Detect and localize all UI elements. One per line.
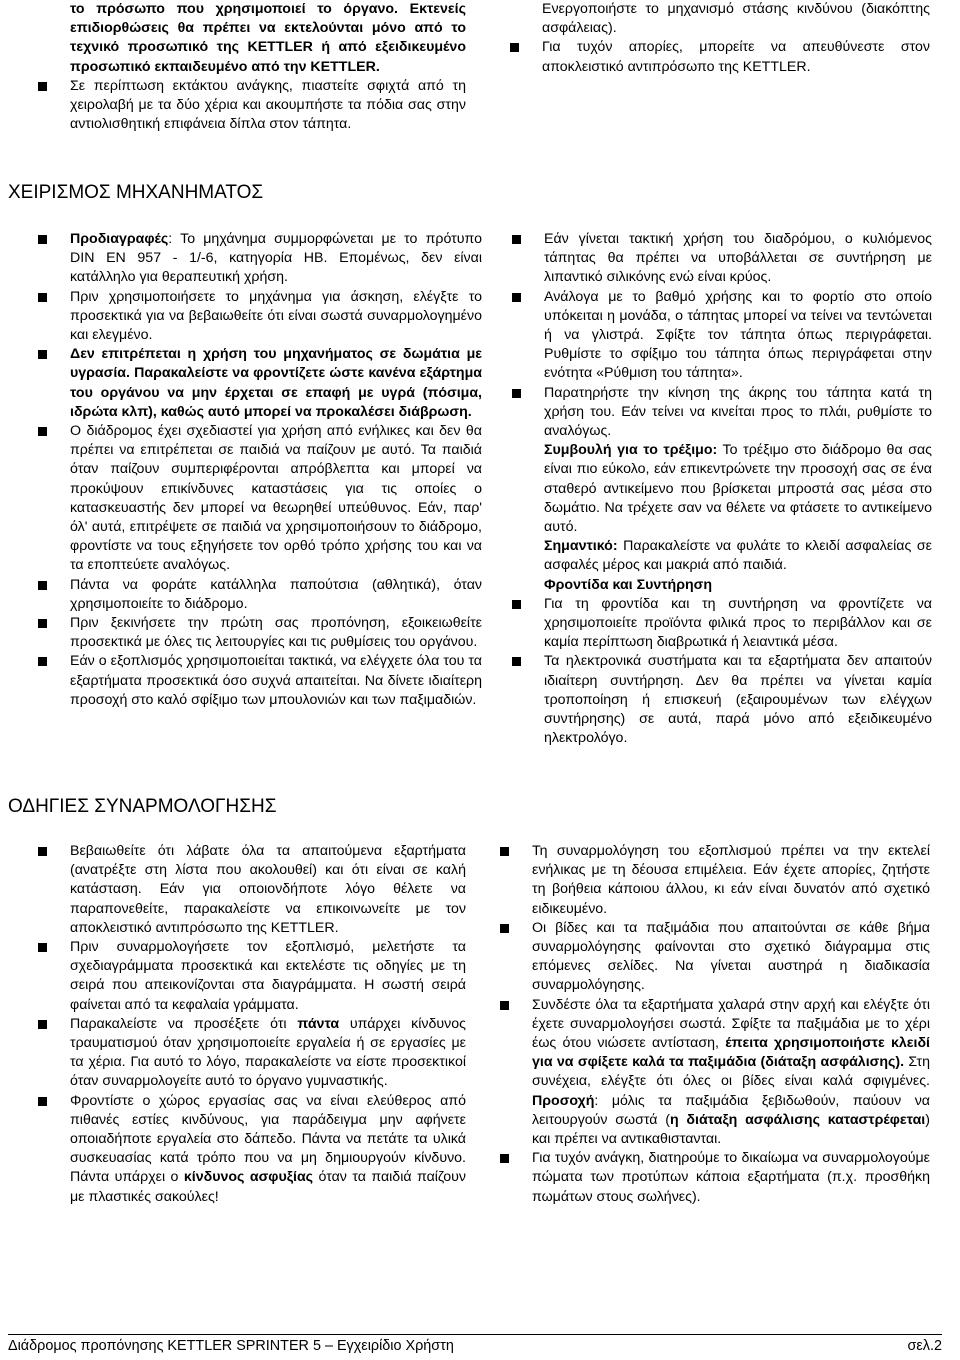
list-item: Για τη φροντίδα και τη συντήρηση να φροντίζετε να χρησιμοποιείτε προϊόντα φιλικά προς το περιβάλλον και σε καμία περίπτωση διαβρωτικά ή λειαντικά μέσα. bbox=[512, 595, 932, 653]
list-item: Βεβαιωθείτε ότι λάβατε όλα τα απαιτούμενα εξαρτήματα (ανατρέξτε στη λίστα που ακολουθεί) και ότι είναι σε καλή κατάσταση. Εάν για οποιονδήποτε λόγο θέλετε να παραπονεθείτε, παρακαλείστε να επικοινωνείτε με τον αποκλειστικό αντιπρόσωπο της KETTLER. bbox=[38, 842, 466, 938]
bullet-icon bbox=[512, 235, 521, 244]
page-number: σελ.2 bbox=[907, 1338, 942, 1354]
bullet-icon bbox=[38, 1097, 47, 1106]
bullet-icon bbox=[500, 847, 509, 856]
list-item: Δεν επιτρέπεται η χρήση του μηχανήματος σε δωμάτια με υγρασία. Παρακαλείστε να φροντίζετε ώστε κανένα εξάρτημα του οργάνου να μην έρχεται σε επαφή με υγρά (πόσιμα, ιδρώτα κλπ), καθώς αυτό μπορεί να προκαλέσει διάβρωση. bbox=[38, 345, 482, 422]
top-left-column bbox=[38, 0, 466, 134]
bullet-icon bbox=[500, 1154, 509, 1163]
bullet-icon bbox=[512, 600, 521, 609]
important-paragraph: Σημαντικό: Παρακαλείστε να φυλάτε το κλειδί ασφαλείας σε ασφαλές μέρος και μακριά από παιδιά. bbox=[544, 538, 932, 574]
list-item: Εάν ο εξοπλισμός χρησιμοποιείται τακτικά, να ελέγχετε όλα του τα εξαρτήματα προσεκτικά όσο συχνά απαιτείται. Να δίνετε ιδιαίτερη προσοχή στο καλό σφίξιμο των μπουλονιών και των παξιμαδιών. bbox=[38, 652, 482, 710]
top-right-column bbox=[510, 0, 930, 77]
section-heading: ΟΔΗΓΙΕΣ ΣΥΝΑΡΜΟΛΟΓΗΣΗΣ bbox=[8, 796, 277, 817]
bullet-icon bbox=[38, 427, 47, 436]
bullet-icon bbox=[500, 1001, 509, 1010]
section1-left-column bbox=[38, 230, 482, 710]
bullet-icon bbox=[512, 293, 521, 302]
page-footer bbox=[8, 1338, 942, 1354]
list-item: Προδιαγραφές: Το μηχάνημα συμμορφώνεται με το πρότυπο DIN EN 957 - 1/-6, κατηγορία HB. Επομένως, δεν είναι κατάλληλο για θεραπευτική χρήση. bbox=[38, 230, 482, 288]
list-item: Παρακαλείστε να προσέξετε ότι πάντα υπάρχει κίνδυνος τραυματισμού όταν χρησιμοποιείτε εργαλεία ή σε εργασίες με τα χέρια. Για αυτό το λόγο, παρακαλείστε να είστε προσεκτικοί όταν συναρμολογείτε αυτό το όργανο γυμναστικής. bbox=[38, 1015, 466, 1092]
section2-left-column bbox=[38, 842, 466, 1207]
section-heading: ΧΕΙΡΙΣΜΟΣ ΜΗΧΑΝΗΜΑΤΟΣ bbox=[8, 182, 264, 203]
list-item: Τα ηλεκτρονικά συστήματα και τα εξαρτήματα δεν απαιτούν ιδιαίτερη συντήρηση. Δεν θα πρέπει να γίνεται καμία τροποποίηση ή επισκευή (εξαιρουμένων των ελέγχων συντήρησης) σε αυτά, παρά μόνο από εξειδικευμένο ηλεκτρολόγο. bbox=[512, 652, 932, 748]
list-item: Πριν ξεκινήσετε την πρώτη σας προπόνηση, εξοικειωθείτε προσεκτικά με όλες τις λειτουργίες και τις ρυθμίσεις του οργάνου. bbox=[38, 614, 482, 652]
bullet-icon bbox=[38, 943, 47, 952]
continuation-paragraph: το πρόσωπο που χρησιμοποιεί το όργανο. Εκτενείς επιδιορθώσεις θα πρέπει να εκτελούνται μόνο από το τεχνικό προσωπικό της KETTLER ή από εξειδικευμένο προσωπικό εκπαιδευμένο από την KETTLER. bbox=[70, 1, 466, 75]
list-item: Σε περίπτωση εκτάκτου ανάγκης, πιαστείτε σφιχτά από τη χειρολαβή με τα δύο χέρια και ακουμπήστε τα πόδια σας στην αντιολισθητική επιφάνεια δίπλα στον τάπητα. bbox=[38, 77, 466, 135]
footer-divider bbox=[8, 1334, 942, 1335]
bullet-icon bbox=[38, 1020, 47, 1029]
bullet-icon bbox=[512, 657, 521, 666]
list-item: Πριν συναρμολογήσετε τον εξοπλισμό, μελετήστε τα σχεδιαγράμματα προσεκτικά και εκτελέστε τις οδηγίες με τη σειρά που απεικονίζονται στα διαγράμματα. Η σωστή σειρά φαίνεται από τα κεφαλαία γράμματα. bbox=[38, 938, 466, 1015]
bullet-icon bbox=[38, 619, 47, 628]
bullet-icon bbox=[38, 350, 47, 359]
care-subheading: Φροντίδα και Συντήρηση bbox=[544, 576, 713, 593]
bullet-icon bbox=[38, 657, 47, 666]
list-item: Εάν γίνεται τακτική χρήση του διαδρόμου, ο κυλιόμενος τάπητας θα πρέπει να υποβάλλεται σε συντήρηση με λιπαντικό σιλικόνης ενώ είναι κρύος. bbox=[512, 230, 932, 288]
list-item: Τη συναρμολόγηση του εξοπλισμού πρέπει να την εκτελεί ενήλικας με τη δέουσα επιμέλεια. Εάν έχετε απορίες, ζητήστε τη βοήθεια κάποιου άλλου, κι εάν είναι δυνατόν από σχετικό ειδικευμένο. bbox=[500, 842, 930, 919]
continuation-paragraph: Ενεργοποιήστε το μηχανισμό στάσης κινδύνου (διακόπτης ασφάλειας). bbox=[542, 1, 930, 37]
list-item: Ο διάδρομος έχει σχεδιαστεί για χρήση από ενήλικες και δεν θα πρέπει να επιτρέπεται σε παιδιά να παίζουν με αυτό. Τα παιδιά όταν παίζουν συμπεριφέρονται απρόβλεπτα και μπορεί να προκύψουν επικίνδυνες καταστάσεις για τις οποίες ο κατασκευαστής δεν μπορεί να θεωρηθεί υπεύθυνος. Εάν, παρ' όλ' αυτά, επιτρέψετε σε παιδιά να χρησιμοποιήσουν το διάδρομο, φροντίστε να τους εξηγήσετε τον ορθό τρόπο χρήσης του και να τα εποπτεύετε αναλόγως. bbox=[38, 422, 482, 576]
list-item: Πριν χρησιμοποιήσετε το μηχάνημα για άσκηση, ελέγξτε το προσεκτικά για να βεβαιωθείτε ότι είναι σωστά συναρμολογημένο και ελεγμένο. bbox=[38, 288, 482, 346]
bullet-icon bbox=[38, 82, 47, 91]
tip-paragraph: Συμβουλή για το τρέξιμο: Το τρέξιμο στο διάδρομο θα σας είναι πιο εύκολο, εάν επικεντρώνετε την προσοχή σας σε ένα σταθερό αντικείμενο που βρίσκεται μπροστά σας μέσα στο δωμάτιο. Να τρέχετε σαν να θέλετε να φτάσετε το αντικείμενο αυτό. bbox=[544, 442, 932, 536]
list-item: Πάντα να φοράτε κατάλληλα παπούτσια (αθλητικά), όταν χρησιμοποιείτε το διάδρομο. bbox=[38, 576, 482, 614]
list-item: Παρατηρήστε την κίνηση της άκρης του τάπητα κατά τη χρήση του. Εάν τείνει να κινείται προς το πλάι, ρυθμίστε το αναλόγως. bbox=[512, 384, 932, 442]
list-item: Φροντίστε ο χώρος εργασίας σας να είναι ελεύθερος από πιθανές εστίες κινδύνους, για παράδειγμα μην αφήνετε οποιαδήποτε εργαλεία στο δάπεδο. Πάντα να πετάτε τα υλικά συσκευασίας κατά τρόπο που να μη δημιουργούν κίνδυνο. Πάντα υπάρχει ο κίνδυνος ασφυξίας όταν τα παιδιά παίζουν με πλαστικές σακούλες! bbox=[38, 1092, 466, 1207]
bullet-icon bbox=[38, 235, 47, 244]
bullet-icon bbox=[500, 924, 509, 933]
bullet-icon bbox=[38, 293, 47, 302]
bullet-icon bbox=[38, 581, 47, 590]
list-item: Οι βίδες και τα παξιμάδια που απαιτούνται σε κάθε βήμα συναρμολόγησης φαίνονται στο σχετικό διάγραμμα στις επόμενες σελίδες. Να γίνεται αυστηρά η διαδικασία συναρμολόγησης. bbox=[500, 919, 930, 996]
list-item: Συνδέστε όλα τα εξαρτήματα χαλαρά στην αρχή και ελέγξτε ότι έχετε συναρμολογήσει σωστά. Σφίξτε τα παξιμάδια με το χέρι έως ότου νιώσετε αντίσταση, έπειτα χρησιμοποιήστε κλειδί για να σφίξετε καλά τα παξιμάδια (διάταξη ασφάλισης). Στη συνέχεια, ελέγξτε ότι όλες οι βίδες είναι καλά σφιγμένες. Προσοχή: μόλις τα παξιμάδια ξεβιδωθούν, παύουν να λειτουργούν σωστά (η διάταξη ασφάλισης καταστρέφεται) και πρέπει να αντικαθιστανται. bbox=[500, 996, 930, 1150]
list-item: Ανάλογα με το βαθμό χρήσης και το φορτίο στο οποίο υπόκειται η μονάδα, ο τάπητας μπορεί να τείνει να τεντώνεται ή να γλιστρά. Σφίξτε τον τάπητα όπως περιγράφεται. Ρυθμίστε το σφίξιμο του τάπητα όπως περιγράφεται στην ενότητα «Ρύθμιση του τάπητα». bbox=[512, 288, 932, 384]
bullet-icon bbox=[512, 389, 521, 398]
bullet-icon bbox=[38, 847, 47, 856]
section2-right-column bbox=[500, 842, 930, 1207]
bullet-icon bbox=[510, 43, 519, 52]
section1-right-column bbox=[512, 230, 932, 748]
footer-title: Διάδρομος προπόνησης KETTLER SPRINTER 5 – Εγχειρίδιο Χρήστη bbox=[8, 1338, 454, 1354]
list-item: Για τυχόν απορίες, μπορείτε να απευθύνεστε στον αποκλειστικό αντιπρόσωπο της KETTLER. bbox=[510, 38, 930, 76]
list-item: Για τυχόν ανάγκη, διατηρούμε το δικαίωμα να συναρμολογούμε πώματα των προτύπων κάποια εξαρτήματα (π.χ. προσθήκη πωμάτων στους σωλήνες). bbox=[500, 1149, 930, 1207]
